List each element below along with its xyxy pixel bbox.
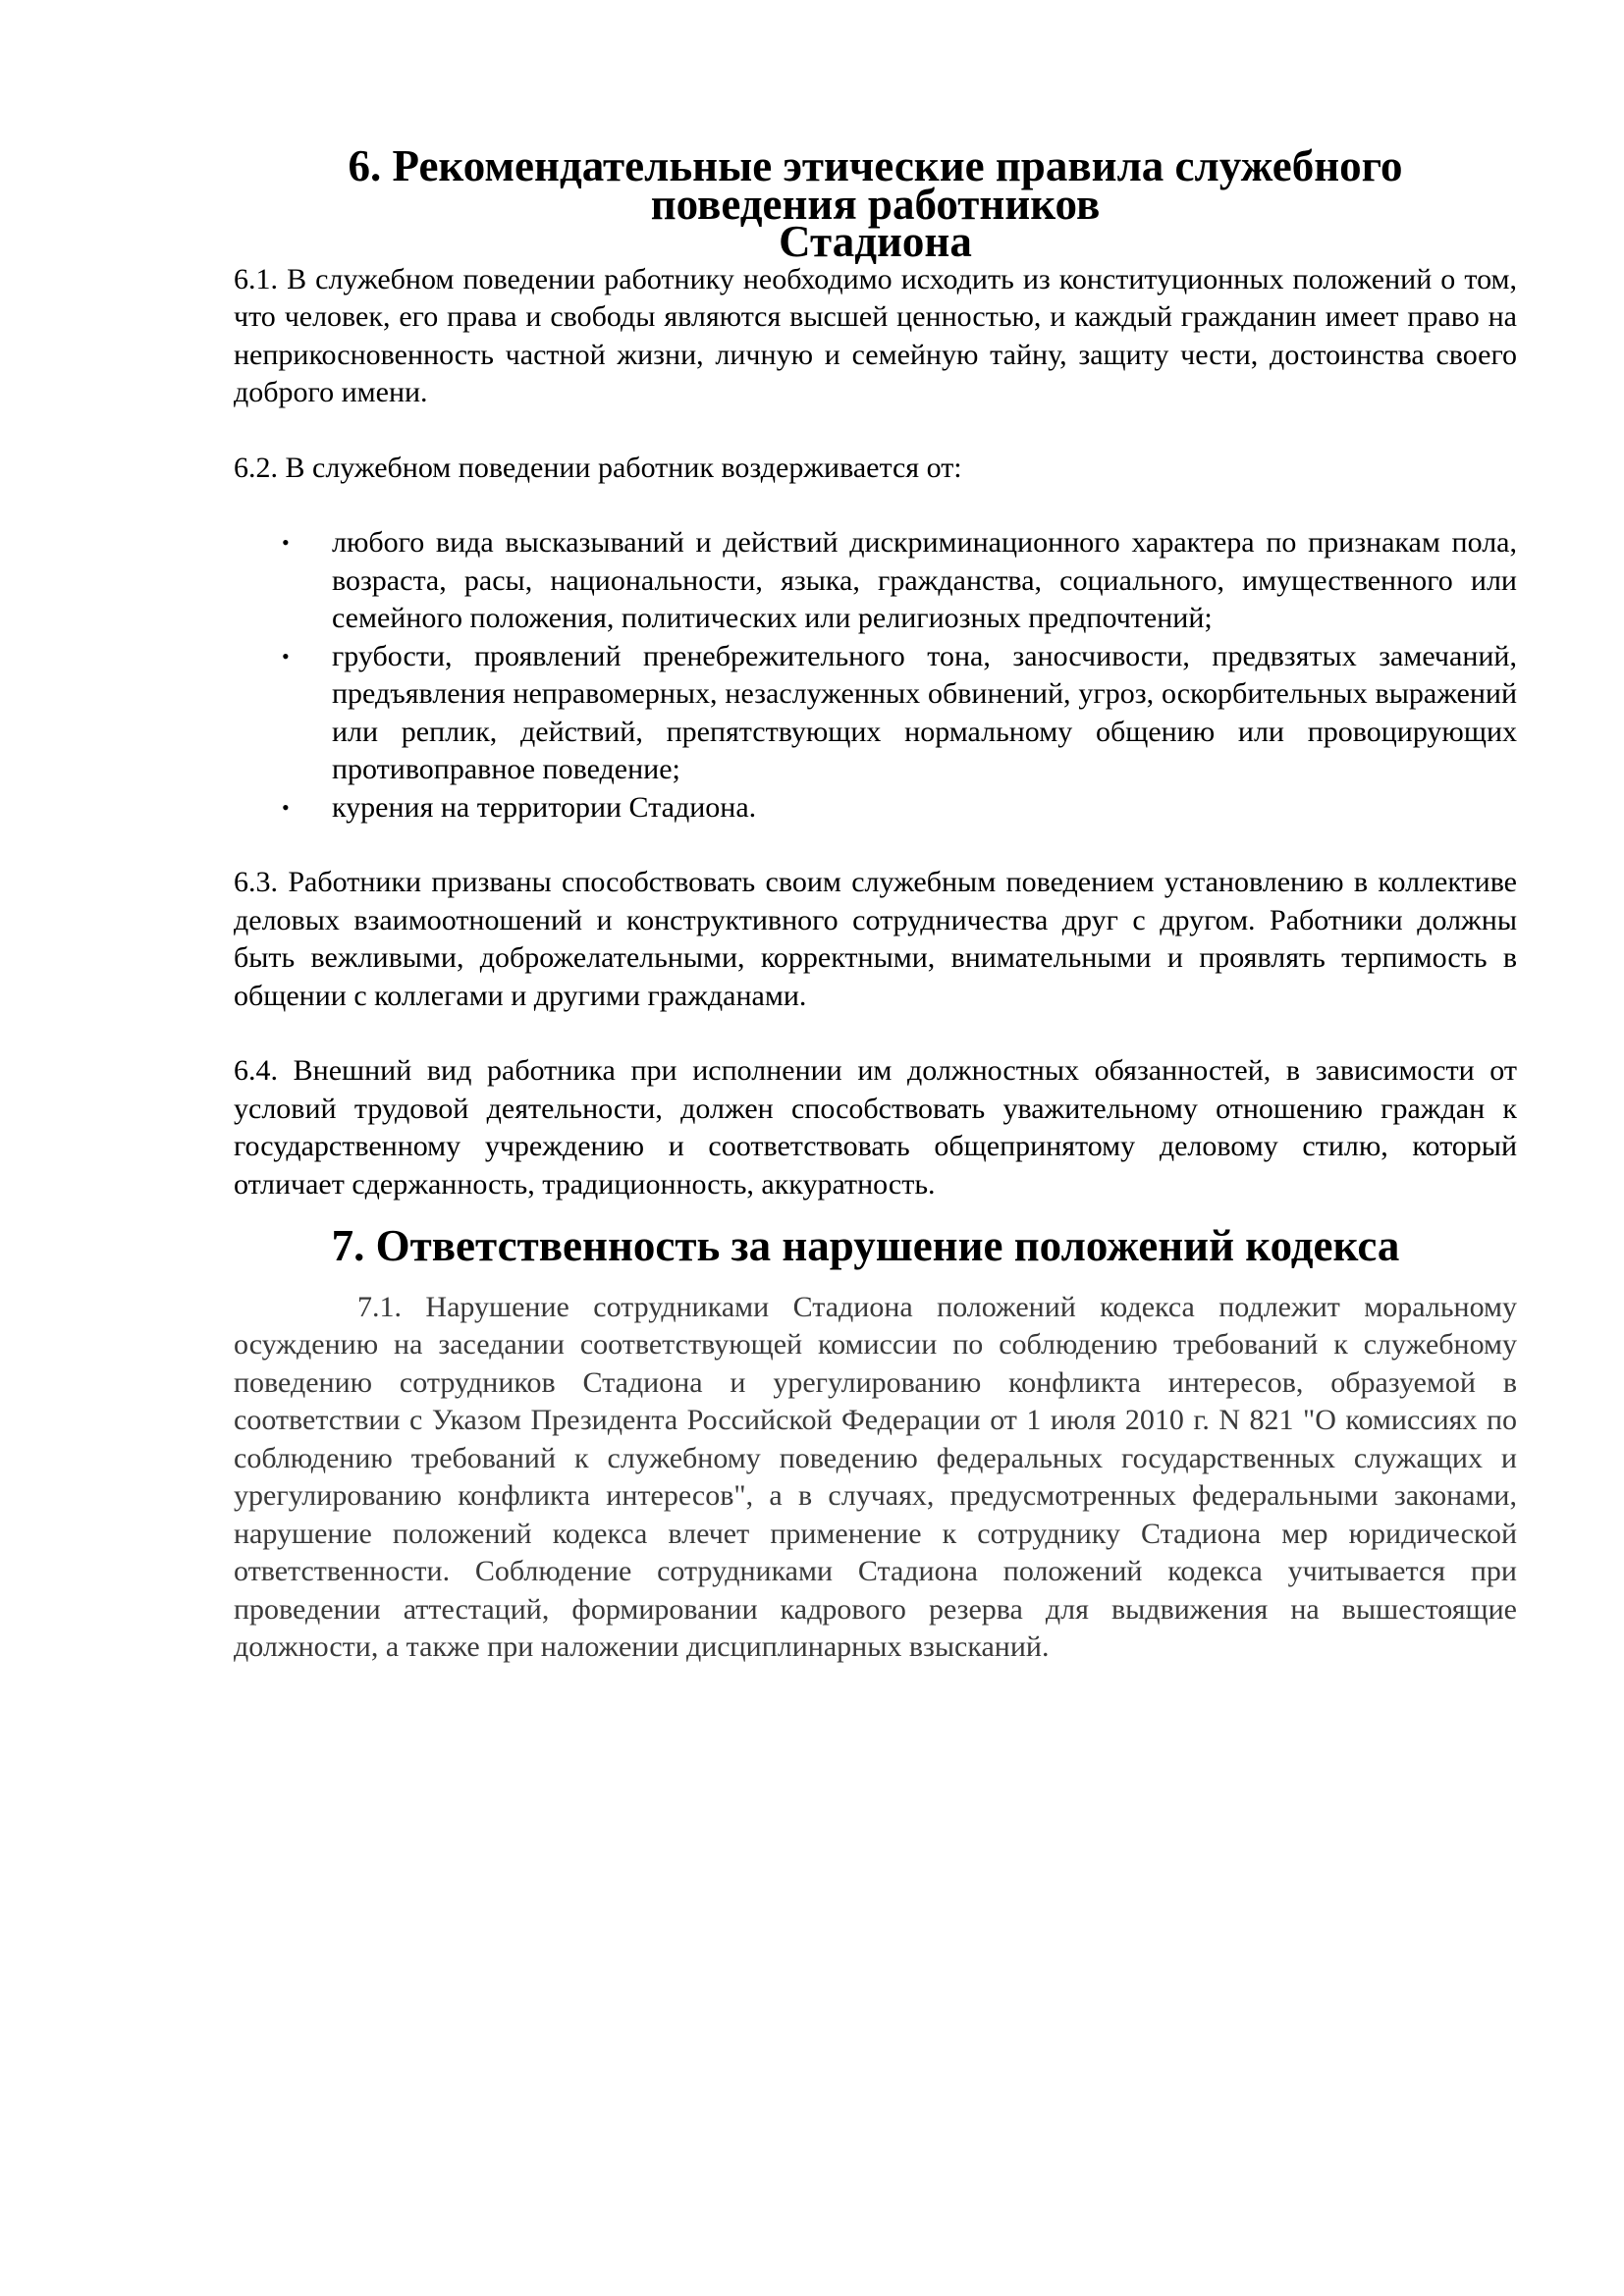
document-page bbox=[234, 141, 1517, 1667]
list-item-text: любого вида высказываний и действий дискриминационного характера по признакам пола, возраста, расы, национальности, языка, гражданства, социального, имущественного или семейного положения, политических или религиозных предпочтений; bbox=[332, 526, 1517, 634]
list-item bbox=[282, 638, 1517, 789]
paragraph-6-1: 6.1. В служебном поведении работнику необходимо исходить из конституционных положений о том, что человек, его права и свободы являются высшей ценностью, и каждый гражданин имеет право на неприкосновенность частной жизни, личную и семейную тайну, защиту чести, достоинства своего доброго имени. bbox=[234, 262, 1517, 408]
paragraph-6-3: 6.3. Работники призваны способствовать своим служебным поведением установлению в коллективе деловых взаимоотношений и конструктивного сотрудничества друг с другом. Работники должны быть вежливыми, доброжелательными, корректными, внимательными и проявлять терпимость в общении с коллегами и другими гражданами. bbox=[234, 866, 1517, 1012]
paragraph-6-4: 6.4. Внешний вид работника при исполнении им должностных обязанностей, в зависимости от условий трудовой деятельности, должен способствовать уважительному отношению граждан к государственному учреждению и соответствовать общепринятому деловому стилю, который отличает сдержанность, традиционность, аккуратность. bbox=[234, 1054, 1517, 1201]
bullet-icon: • bbox=[282, 794, 290, 820]
list-item bbox=[282, 789, 1517, 828]
paragraph-6-2: 6.2. В служебном поведении работник воздерживается от: bbox=[234, 451, 962, 484]
section-6-heading-line1: 6. Рекомендательные этические правила служебного поведения работников bbox=[348, 141, 1403, 229]
list-item bbox=[282, 524, 1517, 638]
paragraph-7-1: 7.1. Нарушение сотрудниками Стадиона положений кодекса подлежит моральному осуждению на заседании соответствующей комиссии по соблюдению требований к служебному поведению сотрудников Стадиона и урегулированию конфликта интересов, образуемой в соответствии с Указом Президента Российской Федерации от 1 июля 2010 г. N 821 "О комиссиях по соблюдению требований к служебному поведению федеральных государственных служащих и урегулированию конфликта интересов", а в случаях, предусмотренных федеральными законами, нарушение положений кодекса влечет применение к сотруднику Стадиона мер юридической ответственности. Соблюдение сотрудниками Стадиона положений кодекса учитывается при проведении аттестаций, формировании кадрового резерва для выдвижения на вышестоящие должности, а также при наложении дисциплинарных взысканий. bbox=[234, 1290, 1517, 1663]
section-7-heading: 7. Ответственность за нарушение положений кодекса bbox=[331, 1221, 1400, 1270]
section-6-heading bbox=[234, 141, 1517, 266]
list-item-text: грубости, проявлений пренебрежительного тона, заносчивости, предвзятых замечаний, предъявления неправомерных, незаслуженных обвинений, угроз, оскорбительных выражений или реплик, действий, препятствующих нормальному общению или провоцирующих противоправное поведение; bbox=[332, 639, 1517, 785]
bullet-icon: • bbox=[282, 530, 290, 555]
bullet-icon: • bbox=[282, 643, 290, 668]
bullet-list bbox=[234, 524, 1517, 827]
list-item-text: курения на территории Стадиона. bbox=[332, 790, 757, 824]
section-6-heading-line2: Стадиона bbox=[779, 217, 972, 266]
